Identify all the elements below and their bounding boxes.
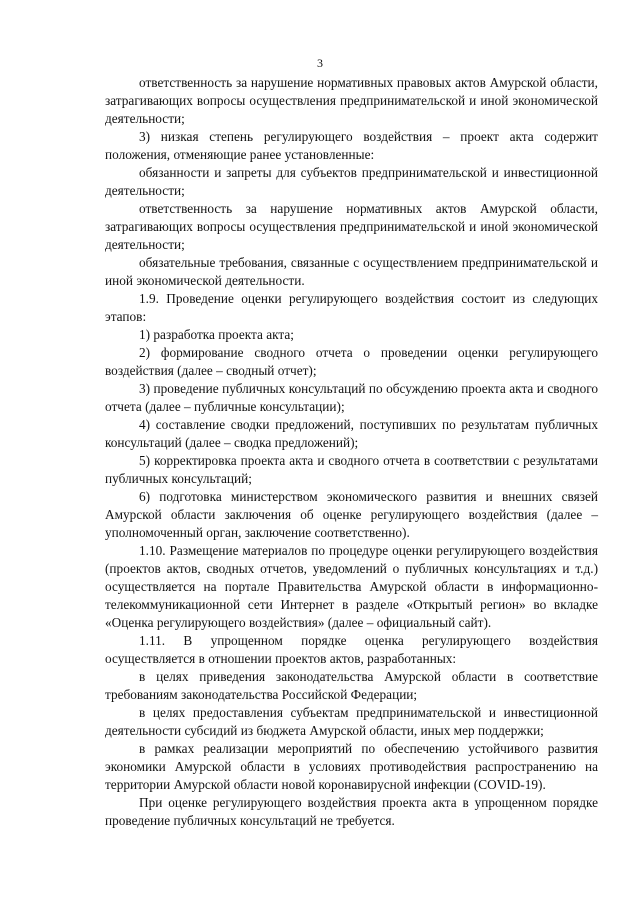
simplified-case-1: в целях приведения законодательства Амурской области в соответствие требованиям законодательства Российской Федерации; [105,669,598,702]
paragraph-1: ответственность за нарушение нормативных правовых актов Амурской области, затрагивающих вопросы осуществления предпринимательской и иной экономической деятельности; [105,75,598,126]
paragraph-1-10: 1.10. Размещение материалов по процедуре оценки регулирующего воздействия (проектов актов, сводных отчетов, уведомлений о публичных консультациях и т.д.) осуществляется на портале Правительства Амурской области в информационно-телекоммуникационной сети Интернет в разделе «Открытый регион» во вкладке «Оценка регулирующего воздействия» (далее – официальный сайт). [105,543,598,630]
paragraph-3: обязанности и запреты для субъектов предпринимательской и инвестиционной деятельности; [105,165,598,198]
paragraph-1-11: 1.11. В упрощенном порядке оценка регулирующего воздействия осуществляется в отношении проектов актов, разработанных: [105,633,598,666]
stage-3: 3) проведение публичных консультаций по обсуждению проекта акта и сводного отчета (далее – публичные консультации); [105,381,598,414]
closing-paragraph: При оценке регулирующего воздействия проекта акта в упрощенном порядке проведение публичных консультаций не требуется. [105,795,598,828]
stage-1: 1) разработка проекта акта; [139,327,295,342]
stage-2: 2) формирование сводного отчета о проведении оценки регулирующего воздействия (далее – сводный отчет); [105,345,598,378]
paragraph-2: 3) низкая степень регулирующего воздействия – проект акта содержит положения, отменяющие ранее установленные: [105,129,598,162]
paragraph-1-9: 1.9. Проведение оценки регулирующего воздействия состоит из следующих этапов: [105,291,598,324]
paragraph-5: обязательные требования, связанные с осуществлением предпринимательской и иной экономической деятельности. [105,255,598,288]
stage-6: 6) подготовка министерством экономического развития и внешних связей Амурской области заключения об оценке регулирующего воздействия (далее – уполномоченный орган, заключение соответственно). [105,489,598,540]
stage-4: 4) составление сводки предложений, поступивших по результатам публичных консультаций (далее – сводка предложений); [105,417,598,450]
document-body [105,74,598,830]
paragraph-4: ответственность за нарушение нормативных актов Амурской области, затрагивающих вопросы осуществления предпринимательской и иной экономической деятельности; [105,201,598,252]
simplified-case-3: в рамках реализации мероприятий по обеспечению устойчивого развития экономики Амурской области в условиях противодействия распространению на территории Амурской области новой коронавирусной инфекции (COVID-19). [105,741,598,792]
page-number: 3 [317,56,323,70]
simplified-case-2: в целях предоставления субъектам предпринимательской и инвестиционной деятельности субсидий из бюджета Амурской области, иных мер поддержки; [105,705,598,738]
stage-5: 5) корректировка проекта акта и сводного отчета в соответствии с результатами публичных консультаций; [105,453,598,486]
